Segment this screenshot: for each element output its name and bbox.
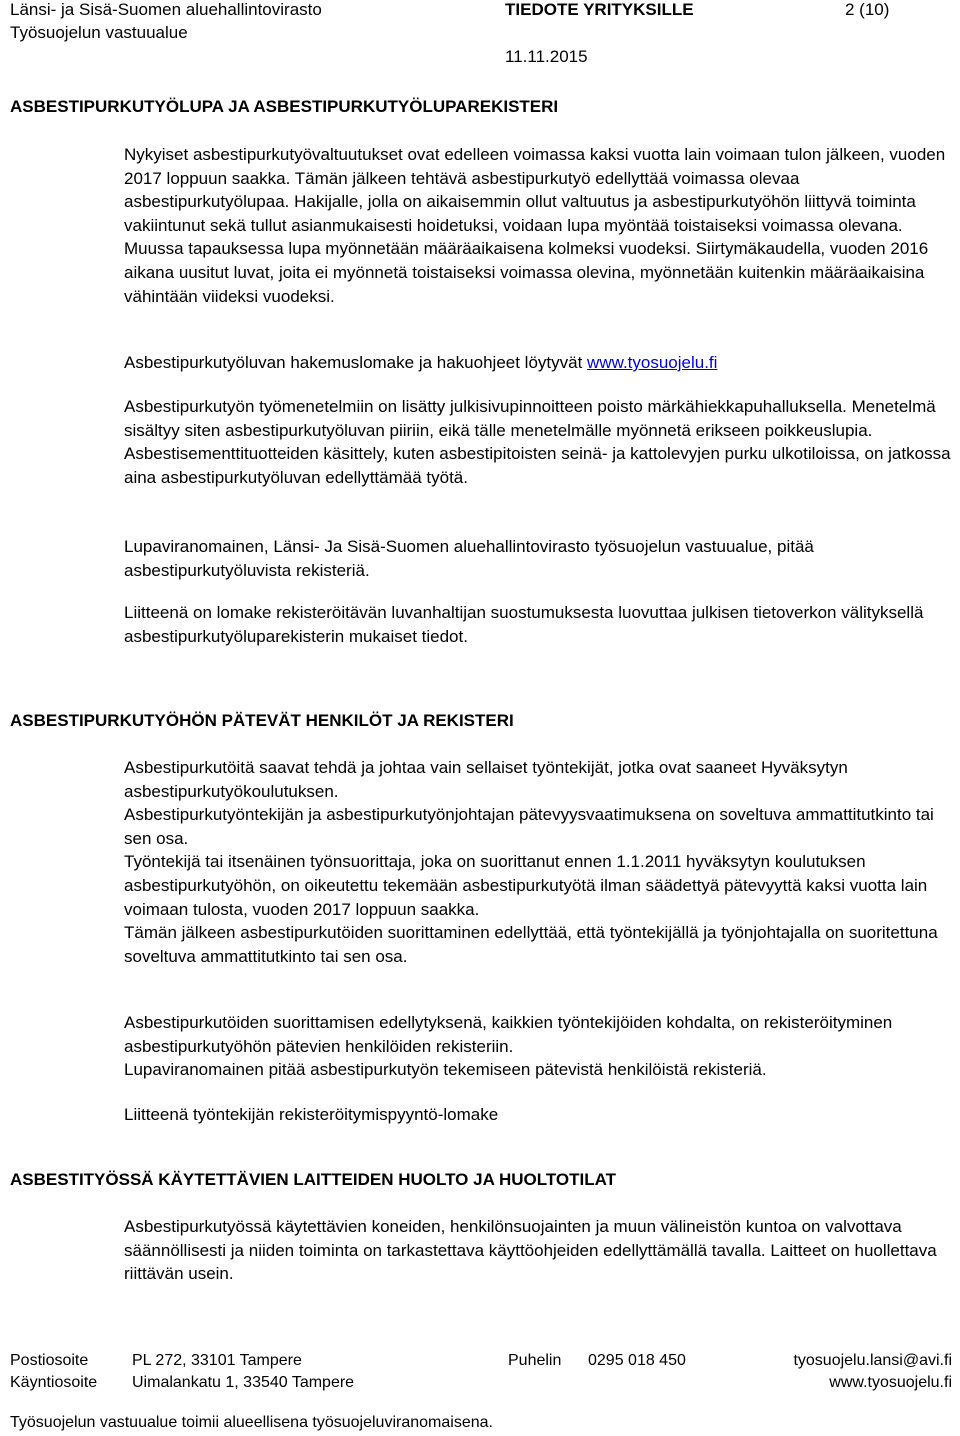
header-date: 11.11.2015 xyxy=(505,47,588,66)
paragraph: Asbestipurkutöitä saavat tehdä ja johtaa vain sellaiset työntekijät, jotka ovat saaneet Hyväksytyn asbestipurkutyökoulutuksen. xyxy=(124,758,848,801)
paragraph: Työntekijä tai itsenäinen työnsuorittaja, joka on suorittanut ennen 1.1.2011 hyväksytyn koulutuksen asbestipurkutyöhön, on oikeutettu tekemään asbestipurkutyötä ilman säädettyä pätevyyttä kaksi vuotta lain voimaan tulosta, vuoden 2017 loppuun saakka. xyxy=(124,852,928,919)
paragraph: Liitteenä työntekijän rekisteröitymispyyntö-lomake xyxy=(124,1105,499,1124)
footer-visit-value: Uimalankatu 1, 33540 Tampere xyxy=(132,1374,355,1391)
footer-note: Työsuojelun vastuualue toimii alueellisena työsuojeluviranomaisena. xyxy=(10,1414,493,1431)
section-body-attachment xyxy=(124,601,956,648)
paragraph: Lupaviranomainen pitää asbestipurkutyön tekemiseen pätevistä henkilöistä rekisteriä. xyxy=(124,1060,767,1080)
footer-email[interactable]: tyosuojelu.lansi@avi.fi xyxy=(793,1352,952,1369)
section-heading-permit: ASBESTIPURKUTYÖLUPA JA ASBESTIPURKUTYÖLUPAREKISTERI xyxy=(10,97,559,116)
paragraph: Asbestipurkutyöntekijän ja asbestipurkutyönjohtajan pätevyysvaatimuksena on soveltuva ammattitutkinto tai sen osa. xyxy=(124,805,934,848)
section-body-qualified-persons xyxy=(124,756,956,968)
header-unit: Työsuojelun vastuualue xyxy=(10,23,188,42)
section-body-form-note xyxy=(124,1103,956,1127)
paragraph: Asbestisementtituotteiden käsittely, kuten asbestipitoisten seinä- ja kattolevyjen purku ulkotiloissa, on jatkossa aina asbestipurkutyöluvan edellyttämää työtä. xyxy=(124,444,951,487)
footer-postal-label: Postiosoite xyxy=(10,1352,89,1369)
header-doc-type: TIEDOTE YRITYKSILLE xyxy=(505,0,694,19)
section-heading-maintenance: ASBESTITYÖSSÄ KÄYTETTÄVIEN LAITTEIDEN HUOLTO JA HUOLTOTILAT xyxy=(10,1170,617,1189)
permit-link-line xyxy=(124,351,956,375)
paragraph: Asbestipurkutyön työmenetelmiin on lisätty julkisivupinnoitteen poisto märkähiekkapuhalluksella. Menetelmä sisältyy siten asbestipurkutyöluvan piiriin, eikä tälle menetelmälle myönnetä erikseen poikkeuslupia. xyxy=(124,397,936,440)
section-body-registration xyxy=(124,1011,956,1082)
paragraph xyxy=(124,351,956,375)
tyosuojelu-link[interactable]: www.tyosuojelu.fi xyxy=(587,353,718,372)
section-body-method xyxy=(124,395,956,489)
footer-phone-label: Puhelin xyxy=(508,1352,562,1369)
section-body-permit xyxy=(124,143,956,308)
paragraph: Asbestipurkutöiden suorittamisen edellytyksenä, kaikkien työntekijöiden kohdalta, on rekisteröityminen asbestipurkutyöhön pätevien henkilöiden rekisteriin. xyxy=(124,1013,893,1056)
section-heading-qualified-persons: ASBESTIPURKUTYÖHÖN PÄTEVÄT HENKILÖT JA REKISTERI xyxy=(10,711,514,730)
paragraph: Asbestipurkutyössä käytettävien koneiden, henkilönsuojainten ja muun välineistön kuntoa on valvottava säännöllisesti ja niiden toiminta on tarkastettava käyttöohjeiden edellyttämällä tavalla. Laitteet on huollettava riittävän usein. xyxy=(124,1217,937,1284)
footer-phone-value: 0295 018 450 xyxy=(588,1352,686,1369)
footer-visit-label: Käyntiosoite xyxy=(10,1374,98,1391)
paragraph: Nykyiset asbestipurkutyövaltuutukset ovat edelleen voimassa kaksi vuotta lain voimaan tulon jälkeen, vuoden 2017 loppuun saakka. Tämän jälkeen tehtävä asbestipurkutyö edellyttää voimassa olevaa asbestipurkutyölupaa. Hakijalle, jolla on aikaisemmin ollut valtuutus ja asbestipurkutyöhön liittyvä toiminta vakiintunut sekä tullut asianmukaisesti hoidetuksi, voidaan lupa myöntää toistaiseksi voimassa olevana. Muussa tapauksessa lupa myönnetään määräaikaisena kolmeksi vuodeksi. Siirtymäkaudella, vuoden 2016 aikana uusitut luvat, joita ei myönnetä toistaiseksi voimassa olevina, myönnetään kuitenkin määräaikaisina vähintään viideksi vuodeksi. xyxy=(124,145,946,306)
header-org: Länsi- ja Sisä-Suomen aluehallintovirasto xyxy=(10,0,322,19)
footer-web-link[interactable]: www.tyosuojelu.fi xyxy=(829,1374,952,1391)
section-body-maintenance xyxy=(124,1215,956,1286)
paragraph: Lupaviranomainen, Länsi- Ja Sisä-Suomen aluehallintovirasto työsuojelun vastuualue, pitää asbestipurkutyöluvista rekisteriä. xyxy=(124,537,814,580)
section-body-register xyxy=(124,535,956,582)
link-line-text: Asbestipurkutyöluvan hakemuslomake ja hakuohjeet löytyvät xyxy=(124,353,588,372)
paragraph: Tämän jälkeen asbestipurkutöiden suorittaminen edellyttää, että työntekijällä ja työnjohtajalla on suoritettuna soveltuva ammattitutkinto tai sen osa. xyxy=(124,923,938,966)
footer-postal-value: PL 272, 33101 Tampere xyxy=(132,1352,302,1369)
paragraph: Liitteenä on lomake rekisteröitävän luvanhaltijan suostumuksesta luovuttaa julkisen tietoverkon välityksellä asbestipurkutyöluparekisterin mukaiset tiedot. xyxy=(124,603,924,646)
header-page-number: 2 (10) xyxy=(845,0,890,19)
